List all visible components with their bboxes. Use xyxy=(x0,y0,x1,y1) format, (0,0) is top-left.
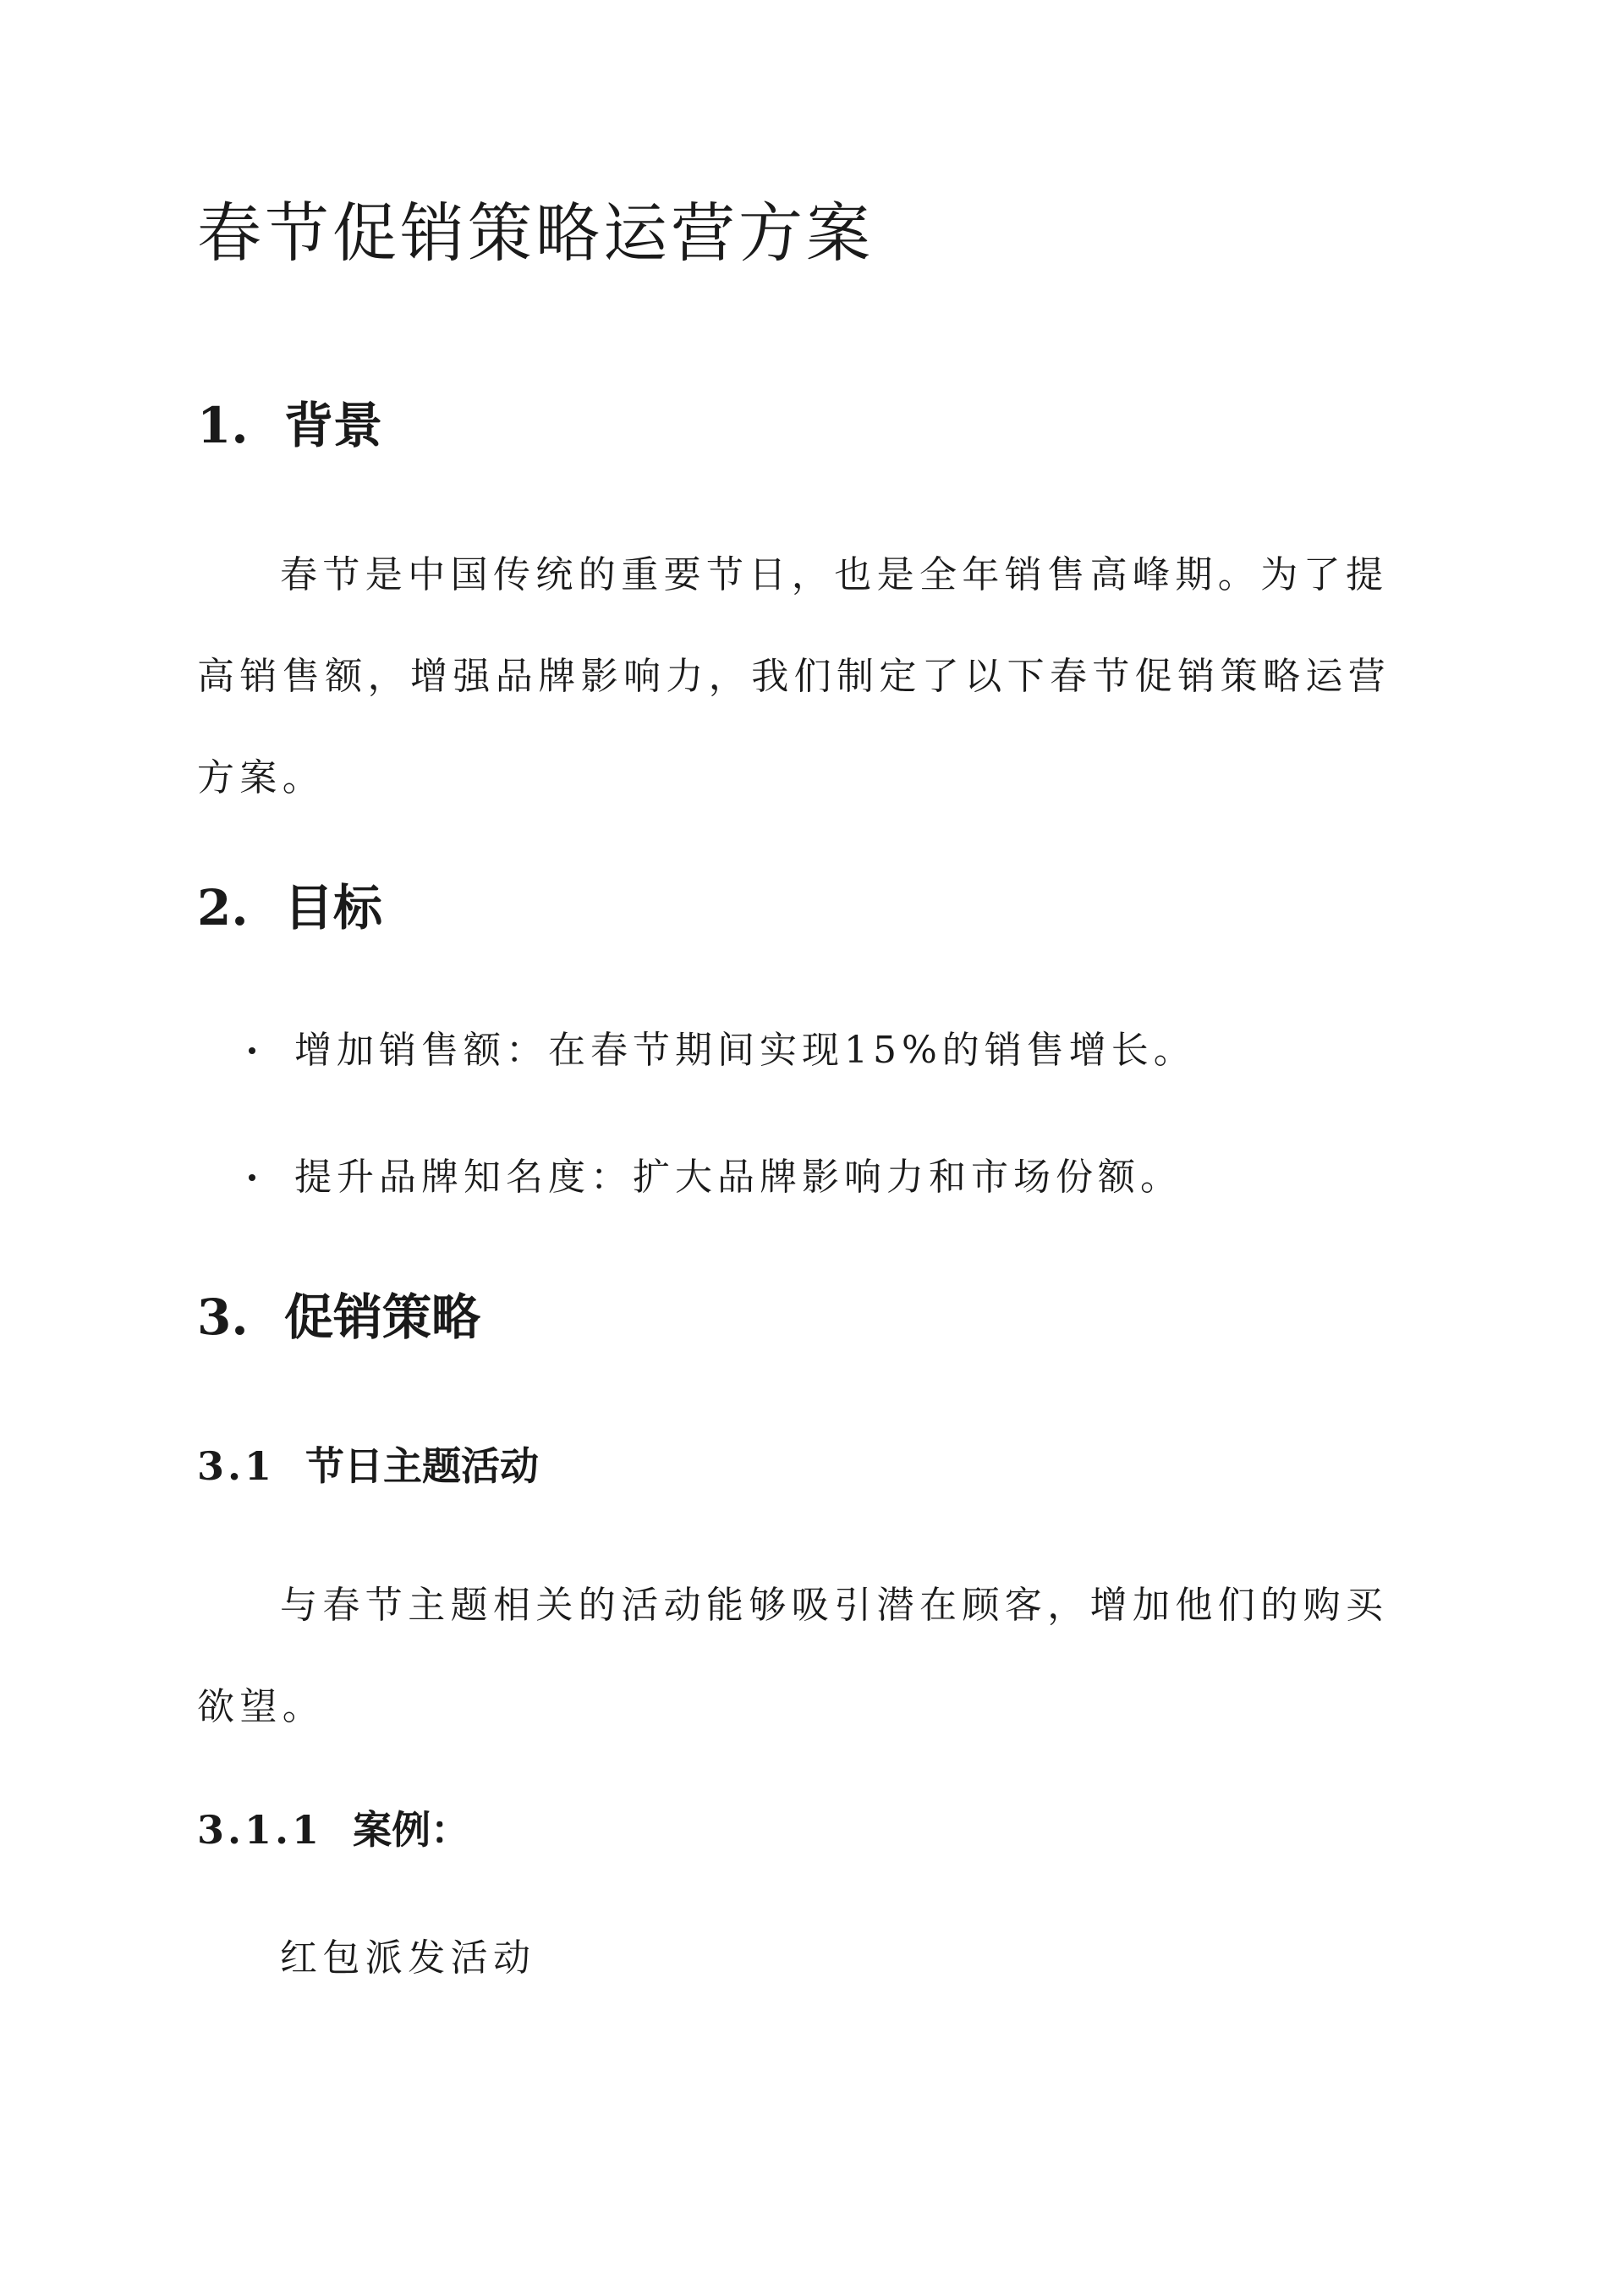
list-item-text: 增加销售额：在春节期间实现15%的销售增长。 xyxy=(294,1029,1196,1072)
section-number: 2. xyxy=(197,879,249,937)
subsection-number: 3.1 xyxy=(197,1443,276,1489)
subsubsection-title: 案例： xyxy=(353,1807,470,1853)
subsection-heading-holiday-activities xyxy=(197,1443,540,1489)
subsection-title: 节日主题活动 xyxy=(305,1443,540,1489)
section-number: 1. xyxy=(197,397,249,454)
section-title: 目标 xyxy=(284,879,383,937)
section-title: 背景 xyxy=(284,397,383,454)
case-paragraph: 红包派发活动 xyxy=(280,1936,536,1980)
holiday-activities-paragraph: 与春节主题相关的活动能够吸引潜在顾客，增加他们的购买欲望。 xyxy=(197,1584,1389,1728)
subsubsection-number: 3.1.1 xyxy=(197,1807,323,1853)
section-number: 3. xyxy=(197,1288,249,1346)
section-heading-background xyxy=(197,397,383,454)
document-title: 春节促销策略运营方案 xyxy=(197,195,874,271)
bullet-icon xyxy=(249,1174,255,1181)
section-title: 促销策略 xyxy=(284,1288,481,1346)
background-paragraph: 春节是中国传统的重要节日，也是全年销售高峰期。为了提高销售额，增强品牌影响力，我们制定了以下春节促销策略运营方案。 xyxy=(197,553,1391,799)
list-item-text: 提升品牌知名度：扩大品牌影响力和市场份额。 xyxy=(294,1156,1182,1199)
subsubsection-heading-case xyxy=(197,1807,470,1853)
bullet-icon xyxy=(249,1047,255,1054)
section-heading-goals xyxy=(197,879,383,937)
section-heading-strategy xyxy=(197,1288,481,1346)
